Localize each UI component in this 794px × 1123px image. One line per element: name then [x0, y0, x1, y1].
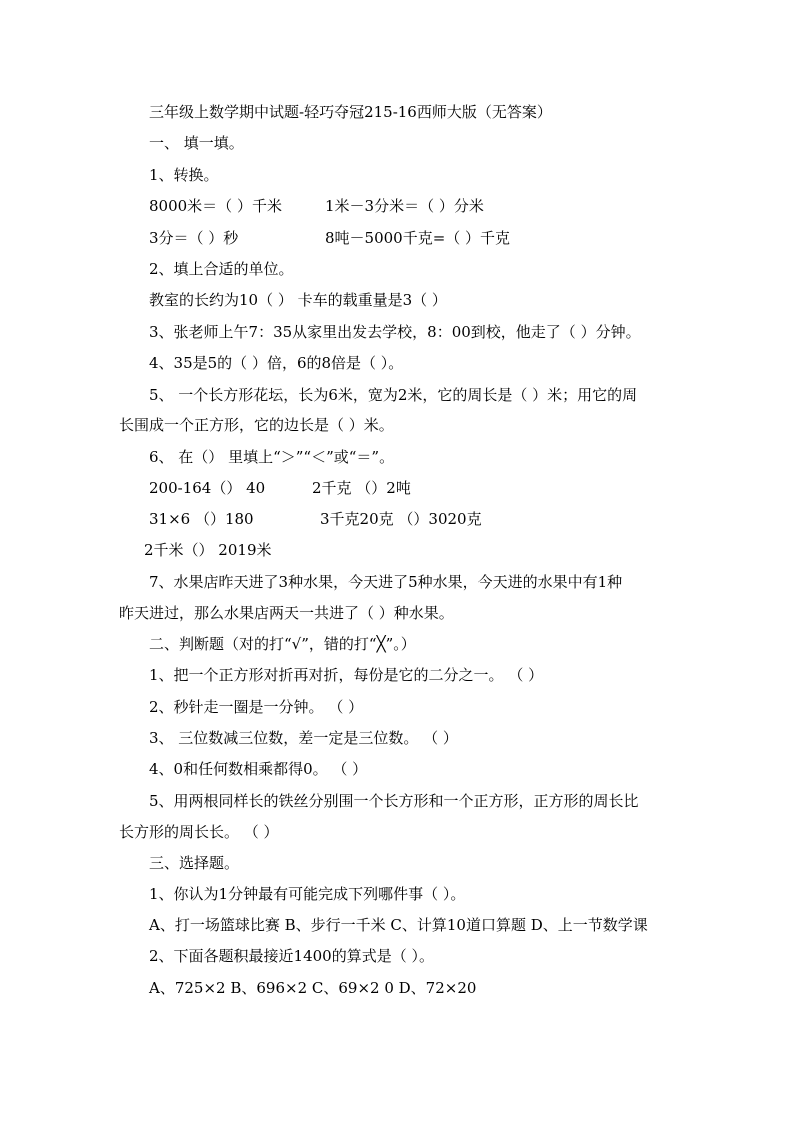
question-1-2-row: 教室的长约为10（ ） 卡车的载重量是3（ ）: [149, 291, 447, 309]
question-1-6-row1a: 200-164（） 40: [149, 479, 266, 497]
question-1-6-label: 6、 在（） 里填上“＞”“＜”或“＝”。: [149, 448, 395, 466]
section-3-heading: 三、选择题。: [149, 854, 240, 872]
question-1-7-line1: 7、水果店昨天进了3种水果，今天进了5种水果，今天进的水果中有1种: [149, 573, 623, 591]
question-1-2-label: 2、填上合适的单位。: [149, 260, 294, 278]
question-1-6-row1b: 2千克 （）2吨: [312, 479, 411, 497]
question-1-6-row2a: 31×6 （）180: [149, 510, 254, 528]
document-title: 三年级上数学期中试题-轻巧夺冠215-16西师大版（无答案）: [149, 103, 552, 121]
question-1-4: 4、35是5的（ ）倍，6的8倍是（ ）。: [149, 354, 404, 372]
question-1-1-row1b: 1米－3分米＝（ ）分米: [325, 197, 484, 215]
question-2-2: 2、秒针走一圈是一分钟。 （ ）: [149, 698, 364, 716]
question-1-6-row3: 2千米（） 2019米: [144, 541, 272, 559]
question-3-1-label: 1、你认为1分钟最有可能完成下列哪件事（ ）。: [149, 885, 466, 903]
question-3-2-label: 2、下面各题积最接近1400的算式是（ ）。: [149, 947, 434, 965]
section-1-heading: 一、 填一填。: [149, 134, 244, 152]
question-2-1: 1、把一个正方形对折再对折，每份是它的二分之一。 （ ）: [149, 666, 544, 684]
section-2-heading: 二、判断题（对的打“√”，错的打“╳”。）: [149, 635, 416, 653]
question-1-7-line2: 昨天进过，那么水果店两天一共进了（ ）种水果。: [119, 604, 454, 622]
question-1-1-row2a: 3分＝（ ）秒: [149, 229, 239, 247]
question-2-4: 4、0和任何数相乘都得0。 （ ）: [149, 760, 368, 778]
question-1-5-line1: 5、 一个长方形花坛，长为6米，宽为2米，它的周长是（ ）米；用它的周: [149, 386, 638, 404]
question-1-1-label: 1、转换。: [149, 166, 219, 184]
question-2-5-line1: 5、用两根同样长的铁丝分别围一个长方形和一个正方形，正方形的周长比: [149, 792, 639, 810]
question-1-1-row2b: 8吨－5000千克=（ ）千克: [325, 229, 511, 247]
question-3-2-options: A、725×2 B、696×2 C、69×2 0 D、72×20: [149, 979, 477, 997]
question-1-3: 3、张老师上午7：35从家里出发去学校，8：00到校，他走了（ ）分钟。: [149, 323, 641, 341]
question-2-5-line2: 长方形的周长长。 （ ）: [119, 823, 279, 841]
question-3-1-options: A、打一场篮球比赛 B、步行一千米 C、计算10道口算题 D、上一节数学课: [149, 916, 648, 934]
question-1-6-row2b: 3千克20克 （）3020克: [320, 510, 482, 528]
question-1-1-row1a: 8000米＝（ ）千米: [149, 197, 282, 215]
question-2-3: 3、 三位数减三位数，差一定是三位数。 （ ）: [149, 729, 458, 747]
question-1-5-line2: 长围成一个正方形，它的边长是（ ）米。: [119, 416, 394, 434]
